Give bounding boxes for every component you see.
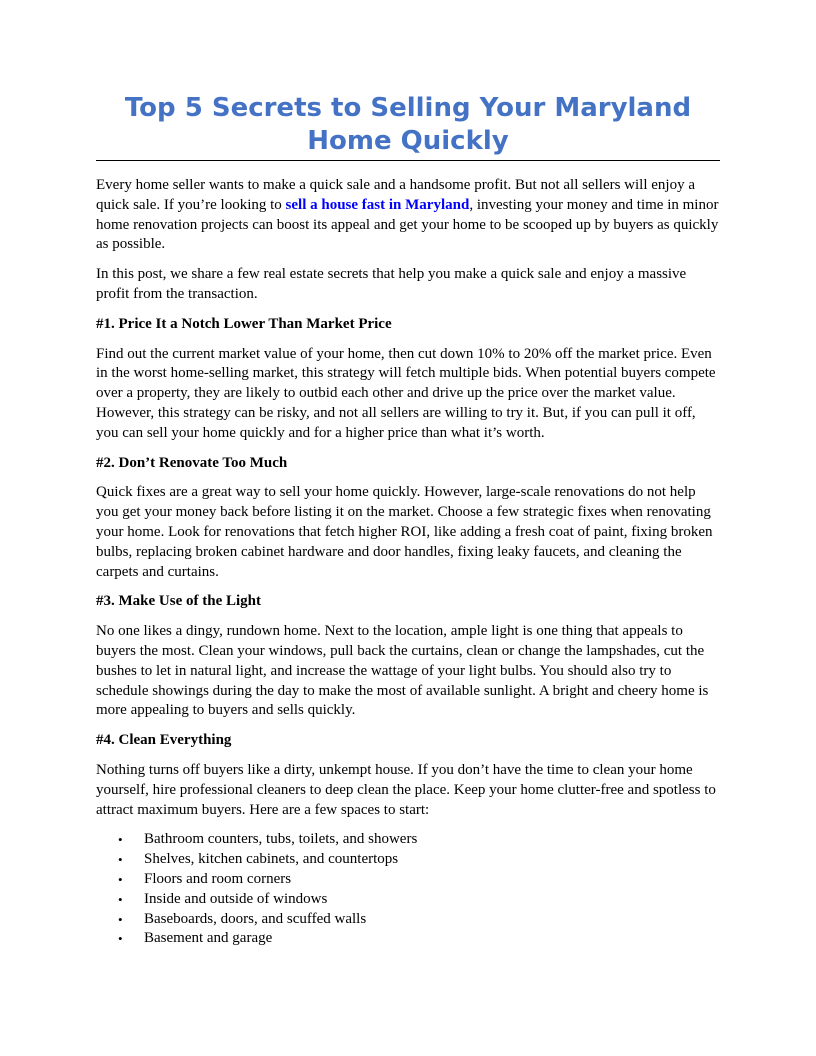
- bullet-icon: •: [118, 832, 123, 848]
- list-item-text: Inside and outside of windows: [144, 890, 328, 907]
- intro-paragraph: [96, 176, 720, 255]
- section-2-heading: #2. Don’t Renovate Too Much: [96, 454, 288, 471]
- page-title-line-1: Top 5 Secrets to Selling Your Maryland: [124, 93, 692, 123]
- list-item: [96, 850, 720, 870]
- list-item: [96, 830, 720, 850]
- bullet-icon: •: [118, 891, 123, 907]
- page-title: [96, 92, 720, 161]
- section-2-body: Quick fixes are a great way to sell your home quickly. However, large-scale renovations do not help you get your money back before listing it on the market. Choose a few strategic fixes when renovating your home. Look for renovations that fetch higher ROI, like adding a fresh coat of paint, fixing broken bulbs, replacing broken cabinet hardware and door handles, fixing leaky faucets, and cleaning the carpets and curtains.: [96, 484, 713, 580]
- cleaning-spaces-list: [96, 830, 720, 949]
- section-1-body: Find out the current market value of your home, then cut down 10% to 20% off the market price. Even in the worst home-selling market, this strategy will fetch multiple bids. When potential buyers compete over a property, they are likely to outbid each other and drive up the price over the market value. However, this strategy can be risky, and not all sellers are willing to try it. But, if you can pull it off, you can sell your home quickly and for a higher price than what it’s worth.: [96, 345, 716, 441]
- page-title-line-2: Home Quickly: [307, 126, 509, 156]
- list-item-text: Bathroom counters, tubs, toilets, and showers: [144, 831, 418, 848]
- bullet-icon: •: [118, 911, 123, 927]
- intro-paragraph-2: In this post, we share a few real estate secrets that help you make a quick sale and enjoy a massive profit from the transaction.: [96, 266, 687, 302]
- section-3-body: No one likes a dingy, rundown home. Next to the location, ample light is one thing that appeals to buyers the most. Clean your windows, pull back the curtains, clean or change the lampshades, cut the bushes to let in natural light, and increase the wattage of your light bulbs. You should also try to schedule showings during the day to make the most of available sunlight. A bright and cheery home is more appealing to buyers and sells quickly.: [96, 623, 709, 719]
- document-page: [96, 92, 720, 949]
- list-item: [96, 890, 720, 910]
- list-item-text: Floors and room corners: [144, 870, 292, 887]
- section-4-heading: #4. Clean Everything: [96, 732, 232, 749]
- section-4-body: Nothing turns off buyers like a dirty, unkempt house. If you don’t have the time to clean your home yourself, hire professional cleaners to deep clean the place. Keep your home clutter-free and spotless to attract maximum buyers. Here are a few spaces to start:: [96, 761, 716, 818]
- section-1-heading: #1. Price It a Notch Lower Than Market Price: [96, 315, 392, 332]
- intro-text-before-link: Every home seller wants to make a quick sale and a handsome profit. But not all sellers will enjoy a quick sale. If you’re looking to: [96, 177, 696, 213]
- section-3-heading: #3. Make Use of the Light: [96, 593, 261, 610]
- list-item-text: Shelves, kitchen cabinets, and countertops: [144, 851, 399, 868]
- intro-text-after-link: , investing your money and time in minor home renovation projects can boost its appeal and get your home to be scooped up by buyers as quickly as possible.: [96, 196, 719, 253]
- list-item: [96, 929, 720, 949]
- list-item-text: Basement and garage: [144, 930, 273, 947]
- bullet-icon: •: [118, 931, 123, 947]
- sell-house-maryland-link[interactable]: sell a house fast in Maryland: [285, 196, 470, 213]
- list-item-text: Baseboards, doors, and scuffed walls: [144, 910, 367, 927]
- list-item: [96, 910, 720, 930]
- bullet-icon: •: [118, 852, 123, 868]
- list-item: [96, 870, 720, 890]
- bullet-icon: •: [118, 871, 123, 887]
